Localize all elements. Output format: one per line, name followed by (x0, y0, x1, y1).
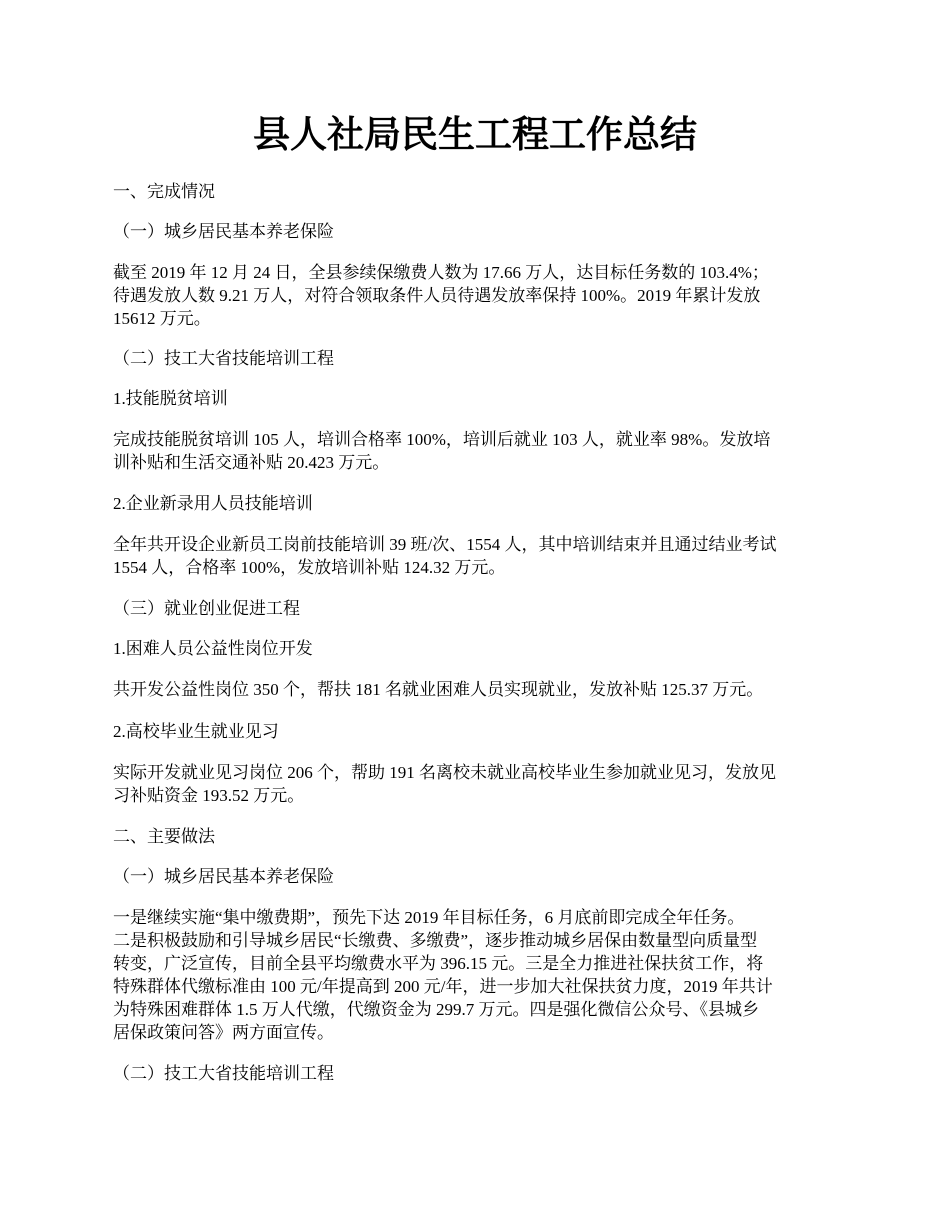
text-line: （三）就业创业促进工程 (113, 599, 300, 618)
subsection-heading (113, 220, 841, 243)
text-line: 为特殊困难群体 1.5 万人代缴，代缴资金为 299.7 万元。四是强化微信公众号、《县城乡 (113, 1000, 759, 1019)
subsection-heading (113, 347, 841, 370)
text-line: 一、完成情况 (113, 182, 215, 201)
paragraph (113, 761, 841, 807)
paragraph (113, 428, 841, 474)
text-line: 15612 万元。 (113, 309, 211, 328)
subsection-heading (113, 597, 841, 620)
list-item-heading (113, 492, 841, 515)
text-line: 共开发公益性岗位 350 个，帮扶 181 名就业困难人员实现就业，发放补贴 125.37 万元。 (113, 680, 764, 699)
text-line: 二、主要做法 (113, 827, 215, 846)
paragraph (113, 906, 841, 1044)
subsection-heading (113, 1062, 841, 1085)
paragraph (113, 533, 841, 579)
text-line: 特殊群体代缴标准由 100 元/年提高到 200 元/年，进一步加大社保扶贫力度，2019 年共计 (113, 977, 773, 996)
section-heading (113, 825, 841, 848)
text-line: 训补贴和生活交通补贴 20.423 万元。 (113, 453, 390, 472)
paragraph (113, 678, 841, 701)
list-item-heading (113, 387, 841, 410)
text-line: （二）技工大省技能培训工程 (113, 1064, 334, 1083)
document-title: 县人社局民生工程工作总结 (253, 115, 697, 156)
text-line: 完成技能脱贫培训 105 人，培训合格率 100%，培训后就业 103 人，就业率 98%。发放培 (113, 430, 771, 449)
text-line: 截至 2019 年 12 月 24 日，全县参续保缴费人数为 17.66 万人，达目标任务数的 103.4%； (113, 263, 769, 282)
text-line: 居保政策问答》两方面宣传。 (113, 1023, 334, 1042)
text-line: （一）城乡居民基本养老保险 (113, 222, 334, 241)
section-heading (113, 180, 841, 203)
list-item-heading (113, 720, 841, 743)
text-line: 2.企业新录用人员技能培训 (113, 494, 313, 513)
list-item-heading (113, 637, 841, 660)
subsection-heading (113, 865, 841, 888)
text-line: 实际开发就业见习岗位 206 个，帮助 191 名离校未就业高校毕业生参加就业见习，发放见 (113, 763, 776, 782)
text-line: 1.技能脱贫培训 (113, 389, 228, 408)
text-line: 待遇发放人数 9.21 万人，对符合领取条件人员待遇发放率保持 100%。2019 年累计发放 (113, 286, 761, 305)
paragraph (113, 261, 841, 330)
text-line: 转变，广泛宣传，目前全县平均缴费水平为 396.15 元。三是全力推进社保扶贫工作，将 (113, 954, 764, 973)
text-line: 1554 人，合格率 100%，发放培训补贴 124.32 万元。 (113, 558, 506, 577)
text-line: 2.高校毕业生就业见习 (113, 722, 279, 741)
text-line: 二是积极鼓励和引导城乡居民“长缴费、多缴费”，逐步推动城乡居保由数量型向质量型 (113, 931, 758, 950)
text-line: 1.困难人员公益性岗位开发 (113, 639, 313, 658)
text-line: （二）技工大省技能培训工程 (113, 349, 334, 368)
text-line: 一是继续实施“集中缴费期”，预先下达 2019 年目标任务，6 月底前即完成全年任务。 (113, 908, 745, 927)
text-line: 习补贴资金 193.52 万元。 (113, 786, 305, 805)
text-line: （一）城乡居民基本养老保险 (113, 867, 334, 886)
text-line: 全年共开设企业新员工岗前技能培训 39 班/次、1554 人，其中培训结束并且通过结业考试 (113, 535, 777, 554)
